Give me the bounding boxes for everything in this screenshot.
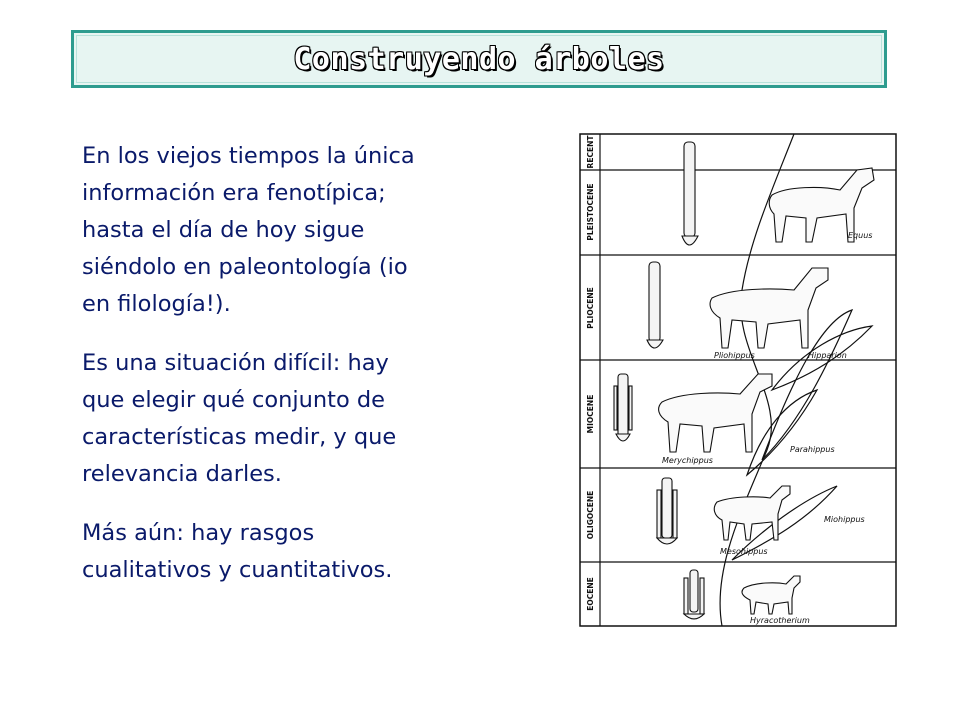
body-text — [82, 138, 552, 611]
era-label-pliocene: PLIOCENE — [586, 287, 595, 329]
paragraph-2: Es una situación difícil: hay que elegir qué conjunto de características medir, y que relevancia darles. — [82, 350, 397, 487]
era-label-recent: RECENT — [586, 135, 595, 169]
species-label-hipparion: Hipparion — [808, 351, 847, 360]
page-title: Construyendo árboles — [293, 41, 665, 77]
species-label-parahippus: Parahippus — [790, 445, 835, 454]
horse-evolution-diagram — [572, 130, 902, 630]
title-banner — [71, 30, 887, 88]
species-label-equus: Equus — [848, 231, 873, 240]
era-label-pleistocene: PLEISTOCENE — [586, 183, 595, 241]
species-label-mesohippus: Mesohippus — [720, 547, 768, 556]
era-label-eocene: EOCENE — [586, 577, 595, 611]
species-label-pliohippus: Pliohippus — [714, 351, 755, 360]
species-label-miohippus: Miohippus — [824, 515, 865, 524]
paragraph-1: En los viejos tiempos la única información era fenotípica; hasta el día de hoy sigue siéndolo en paleontología (io en filología!). — [82, 143, 415, 317]
era-label-miocene: MIOCENE — [586, 394, 595, 434]
species-label-hyracotherium: Hyracotherium — [750, 616, 810, 625]
era-label-oligocene: OLIGOCENE — [586, 490, 595, 540]
horse-evolution-figure — [572, 130, 902, 630]
species-label-merychippus: Merychippus — [662, 456, 713, 465]
paragraph-3: Más aún: hay rasgos cualitativos y cuantitativos. — [82, 520, 393, 583]
